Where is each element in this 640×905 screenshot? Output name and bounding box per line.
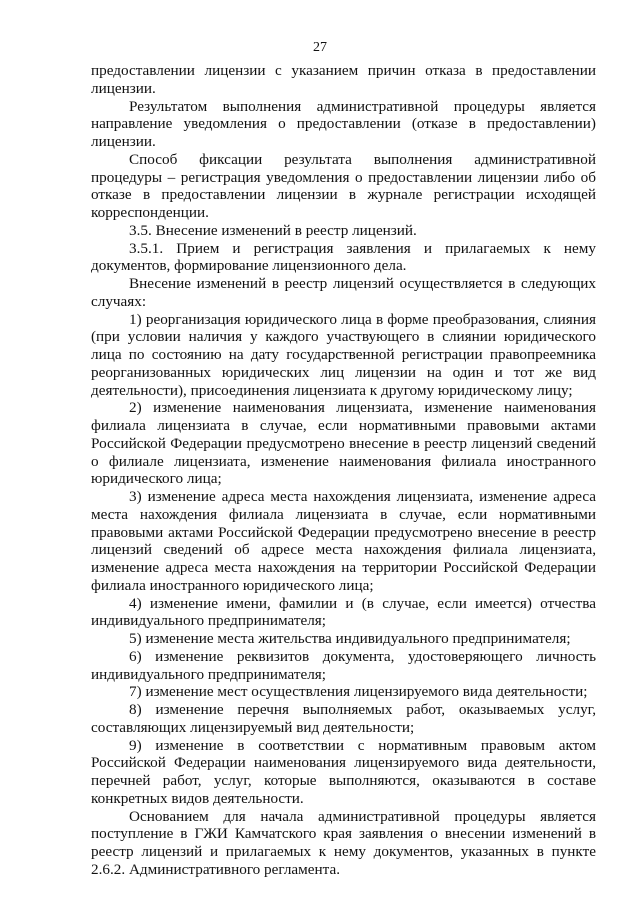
paragraph-result-recording: Способ фиксации результата выполнения административной процедуры – регистрация уведомления о предоставлении лицензии либо об отказе в предоставлении лицензии в журнале регистрации исходящей корреспонденции.	[91, 150, 596, 221]
paragraph-procedure-basis: Основанием для начала административной процедуры является поступление в ГЖИ Камчатского края заявления о внесении изменений в реестр лицензий и прилагаемых к нему документов, указанных в пункте 2.6.2. Административного регламента.	[91, 807, 596, 878]
list-item-4: 4) изменение имени, фамилии и (в случае, если имеется) отчества индивидуального предпринимателя;	[91, 594, 596, 630]
section-heading-3-5-1: 3.5.1. Прием и регистрация заявления и прилагаемых к нему документов, формирование лицензионного дела.	[91, 239, 596, 275]
section-heading-3-5: 3.5. Внесение изменений в реестр лицензий.	[129, 221, 417, 239]
paragraph-cases-intro: Внесение изменений в реестр лицензий осуществляется в следующих случаях:	[91, 275, 596, 310]
list-item-6: 6) изменение реквизитов документа, удостоверяющего личность индивидуального предпринимателя;	[91, 647, 596, 683]
list-item-3: 3) изменение адреса места нахождения лицензиата, изменение адреса места нахождения филиала лицензиата в случае, если нормативными правовыми актами Российской Федерации предусмотрено внесение в реестр лицензий сведений об адресе места нахождения филиала лицензиата, изменение адреса места нахождения на территории Российской Федерации филиала иностранного юридического лица;	[91, 488, 596, 594]
paragraph-procedure-result: Результатом выполнения административной процедуры является направление уведомления о предоставлении (отказе в предоставлении) лицензии.	[91, 97, 596, 150]
list-item-5: 5) изменение места жительства индивидуального предпринимателя;	[129, 630, 571, 647]
paragraph-refusal-continuation: предоставлении лицензии с указанием причин отказа в предоставлении лицензии.	[91, 62, 596, 97]
list-item-2: 2) изменение наименования лицензиата, изменение наименования филиала лицензиата в случае, если нормативными правовыми актами Российской Федерации предусмотрено внесение в реестр лицензий сведений о филиале лицензиата, изменение наименования филиала иностранного юридического лица;	[91, 399, 596, 488]
list-item-8: 8) изменение перечня выполняемых работ, оказываемых услуг, составляющих лицензируемый вид деятельности;	[91, 701, 596, 736]
document-body	[91, 62, 596, 879]
list-item-1: 1) реорганизация юридического лица в форме преобразования, слияния (при условии наличия у каждого участвующего в слиянии юридического лица по состоянию на дату государственной регистрации правопреемника реорганизованных юридических лиц лицензии на один и тот же вид деятельности), присоединения лицензиата к другому юридическому лицу;	[91, 310, 596, 399]
list-item-9: 9) изменение в соответствии с нормативным правовым актом Российской Федерации наименования лицензируемого вида деятельности, перечней работ, услуг, которые выполняются, оказываются в составе конкретных видов деятельности.	[91, 736, 596, 807]
list-item-7: 7) изменение мест осуществления лицензируемого вида деятельности;	[129, 683, 588, 701]
page-number: 27	[313, 40, 327, 55]
